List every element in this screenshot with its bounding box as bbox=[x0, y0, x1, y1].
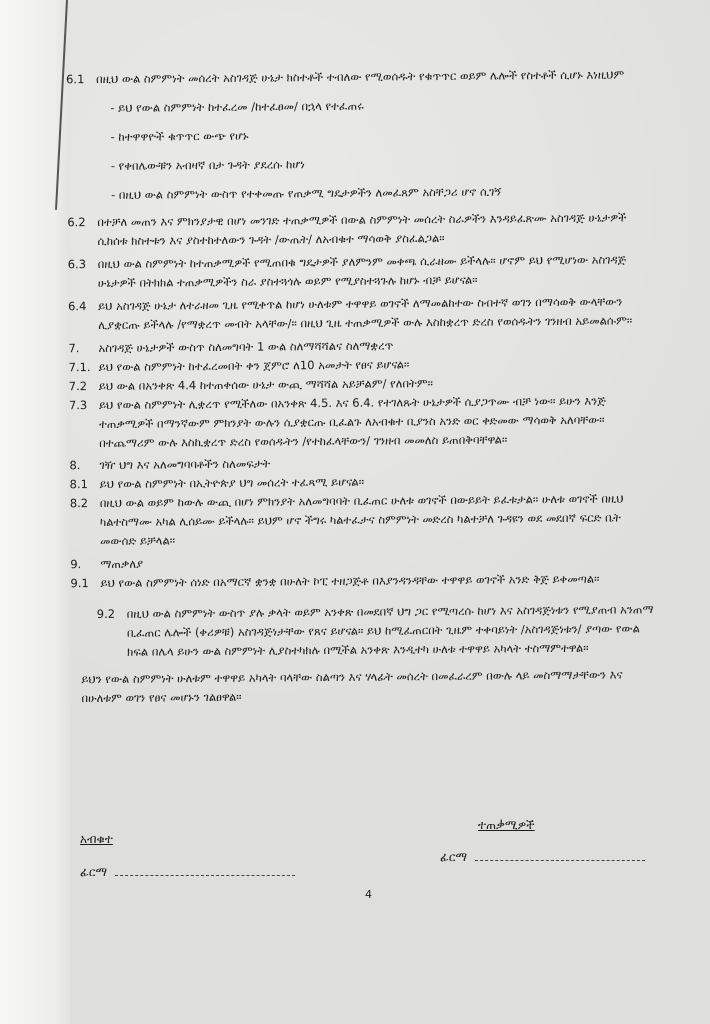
list-item: - ይህ የውል ስምምነት ከተፈረመ /ከተፈፀመ/ በኋላ የተፈጠሩ bbox=[110, 98, 364, 115]
list-item: - ከተዋዋዮች ቁጥጥር ውጭ የሆኑ bbox=[110, 128, 249, 144]
signature-line-right bbox=[440, 850, 645, 865]
clause-number: 7.1. bbox=[68, 359, 91, 374]
list-item: - በዚህ ውል ስምምነት ውስጥ የተቀመጡ የጠቃሚ ግዴታዎችን ለመፈጸም አስቸጋሪ ሆኖ ሲገኝ bbox=[111, 184, 502, 202]
clause-text: በዚህ ውል ስምምነት ውስጥ ያሉ ቃላት ወይም አንቀጽ በመደበኛ ህግ ጋር የሚጣረሱ ከሆነ እና አስገዳጅነቱን የሚያጠብ አንጠማ ቢፈጠር ሌሎች (ቀሪዎቹ) አስገዳጅነታቸው የጸና ይሆናል። ይህ ከሚፈጠርበት ጊዜም ተቀባይነት /አስገዳጅነቱን/ ያጣው የውል ክፍል በሌላ ይሁን ውል ስምምነት ሊያስተካክሉ በሚችል አንቀጽ እንዲተካ ሁለቱ ተዋዋይ አካላት ተስማምተዋል። bbox=[126, 602, 654, 659]
clause-text: ይህ የውል ስምምነት በኢትዮጵያ ህግ መሰረት ተፈጻሚ ይሆናል። bbox=[99, 475, 365, 492]
clause-6-3 bbox=[67, 250, 658, 293]
closing-statement: ይህን የውል ስምምነት ሁለቱም ተዋዋይ አካላት ባላቸው ስልጣን እና ሃላፊት መሰረት በመፈራረም በውሉ ላይ መስማማታቸውን እና በሁለቱም ወገን የፀና መሆኑን ገልፀዋል። bbox=[81, 667, 623, 706]
section-number: 8. bbox=[69, 458, 81, 473]
clause-text: ይህ የውል ስምምነት ከተፈረመበት ቀን ጀምሮ ለ10 አመታት የፀና ይሆናል። bbox=[98, 356, 410, 374]
clause-text: ይህ የውል ስምምነት ሰነድ በአማርኛ ቋንቋ በሁለት ኮፒ ተዘጋጅቶ በእያንዳንዳቸው ተዋዋይ ወገኖች አንድ ቅጅ ይቀመጣል። bbox=[100, 571, 600, 591]
signature-label: ፊርማ bbox=[440, 850, 468, 864]
section-heading: ማጠቃለያ bbox=[100, 556, 144, 572]
clause-text: ይህ ውል በአንቀጽ 4.4 ከተጠቀሰው ሁኔታ ውጪ ማሻሻል አይቻልም/ የለበትም። bbox=[98, 375, 433, 393]
clause-9-2 bbox=[96, 600, 661, 662]
clause-text: በዚህ ውል ስምምነት መሰረት አስገዳጅ ሁኔታ ክስተቶች ተብለው የሚወሰዱት የቁጥጥር ወይም ሌሎች የስተቶች ሲሆኑ እነዚህም bbox=[96, 67, 625, 86]
clause-text: በዚህ ውል ወይም ከውሉ ውጪ በሆነ ምክንያት አለመግባባት ቢፈጠር ሁለቱ ወገኖች በውይይት ይፈቱታል። ሁለቱ ወገኖች በዚህ ካልተስማሙ አካል ሊሰይሙ ይችላሉ። ይህም ሆኖ ችግሩ ካልተፈታና ስምምነት መድረስ ካልተቻለ ጉዳዩን ወደ መደበኛ ፍርድ ቤት መውሰድ ይቻላል። bbox=[99, 491, 624, 549]
signature-label: ፊርማ bbox=[80, 865, 108, 879]
signature-party-right: ተጠቃሚዎች bbox=[478, 818, 535, 832]
section-number: 9. bbox=[70, 557, 82, 572]
clause-6-4 bbox=[67, 292, 658, 335]
clause-text: በዚህ ውል ስምምነት ከተጠቃሚዎች የሚጠበቁ ግዴታዎች ያለምንም መቀጫ ሲራዘሙ ይችላሉ። ሆኖም ይህ የሚሆነው አስገዳጅ ሁኔታዎች በትክክል ተጠቃሚዎችን ስራ ያስተጓጎሉ ወይም የሚያስተጓጉሉ ከሆኑ ብቻ ይሆናል። bbox=[97, 252, 627, 290]
clause-number: 7.3 bbox=[68, 397, 88, 412]
section-number: 7. bbox=[68, 340, 80, 355]
signature-blank bbox=[115, 875, 295, 876]
clause-6-2 bbox=[67, 208, 657, 251]
document-body bbox=[66, 65, 662, 708]
clause-text: ይህ የውል ስምምነት ሊቋረጥ የሚችለው በአንቀጽ 4.5. እና 6.4. የተገለጹት ሁኔታዎች ሲያጋጥሙ ብቻ ነው። ይሁን እንጅ ተጠቃሚዎች በማንኛውም ምክንያት ውሉን ሲያቋርጡ ቢፈልጉ ለአብቁተ ቢያንስ አንድ ወር ቀድመው ማሳወቅ አለባቸው። በተጨማሪም ውሉ እስኪቋረጥ ድረስ የወሰዱትን /የተከፈላቸውን/ ገንዘብ መመለስ ይጠበቅባቸዋል። bbox=[98, 393, 606, 450]
page-number: 4 bbox=[365, 888, 372, 901]
clause-number: 6.2 bbox=[67, 214, 86, 230]
clause-number: 9.2 bbox=[96, 607, 116, 622]
clause-number: 6.1 bbox=[66, 72, 85, 87]
clause-number: 8.2 bbox=[69, 496, 89, 511]
signature-blank bbox=[475, 860, 645, 861]
section-heading: አስገዳጅ ሁኔታዎች ውስጥ ስለመግባት 1 ውል ስለማሻሻልና ስለማቋረጥ bbox=[98, 338, 394, 355]
clause-6-1 bbox=[66, 65, 656, 89]
signature-line-left bbox=[80, 865, 295, 880]
list-item: - የቀበሌውቹን አብዛኛ በታ ጉዳት ያደረሱ ከሆነ bbox=[110, 157, 305, 173]
clause-9-1 bbox=[70, 569, 660, 593]
clause-number: 7.2 bbox=[68, 378, 88, 393]
clause-text: በተቻለ መጠን እና ምክንያታዊ በሆነ መንገድ ተጠቃሚዎች በውል ስምምነት መሰረት ስራዎችን እንዳይፈጽሙ አስገዳጅ ሁኔታዎች ሲከሰቱ ክስተቱን እና ያስተከተለውን ጉዳት /ውጤት/ ለአብቁተ ማሳወቅ ያስፈልጋል። bbox=[97, 210, 627, 248]
signature-party-left: አብቁተ bbox=[80, 832, 113, 846]
clause-number: 8.1 bbox=[69, 477, 88, 492]
clause-7-3 bbox=[68, 391, 659, 453]
clause-8-2 bbox=[69, 490, 660, 552]
clause-text: ይህ አስገዳጅ ሁኔታ ለተራዘመ ጊዜ የሚቀጥል ከሆነ ሁለቱም ተዋዋይ ወገኖች ለማመልከተው ስብተኛ ወገን በማሳወቅ ውላቸውን ሊያቋርጡ ይችላሉ /የማቋረጥ መብት አላቸው/። በዚህ ጊዜ ተጠቃሚዎች ውሉ እስከቋረጥ ድረስ የወሰዱትን ገንዘብ አይመልሱም። bbox=[97, 294, 633, 332]
section-heading: ገዥ ህግ እና አለመግባባቶችን ስለመፍታት bbox=[99, 456, 271, 473]
clause-number: 9.1 bbox=[70, 576, 89, 591]
clause-number: 6.4 bbox=[67, 298, 87, 313]
clause-number: 6.3 bbox=[67, 256, 87, 272]
